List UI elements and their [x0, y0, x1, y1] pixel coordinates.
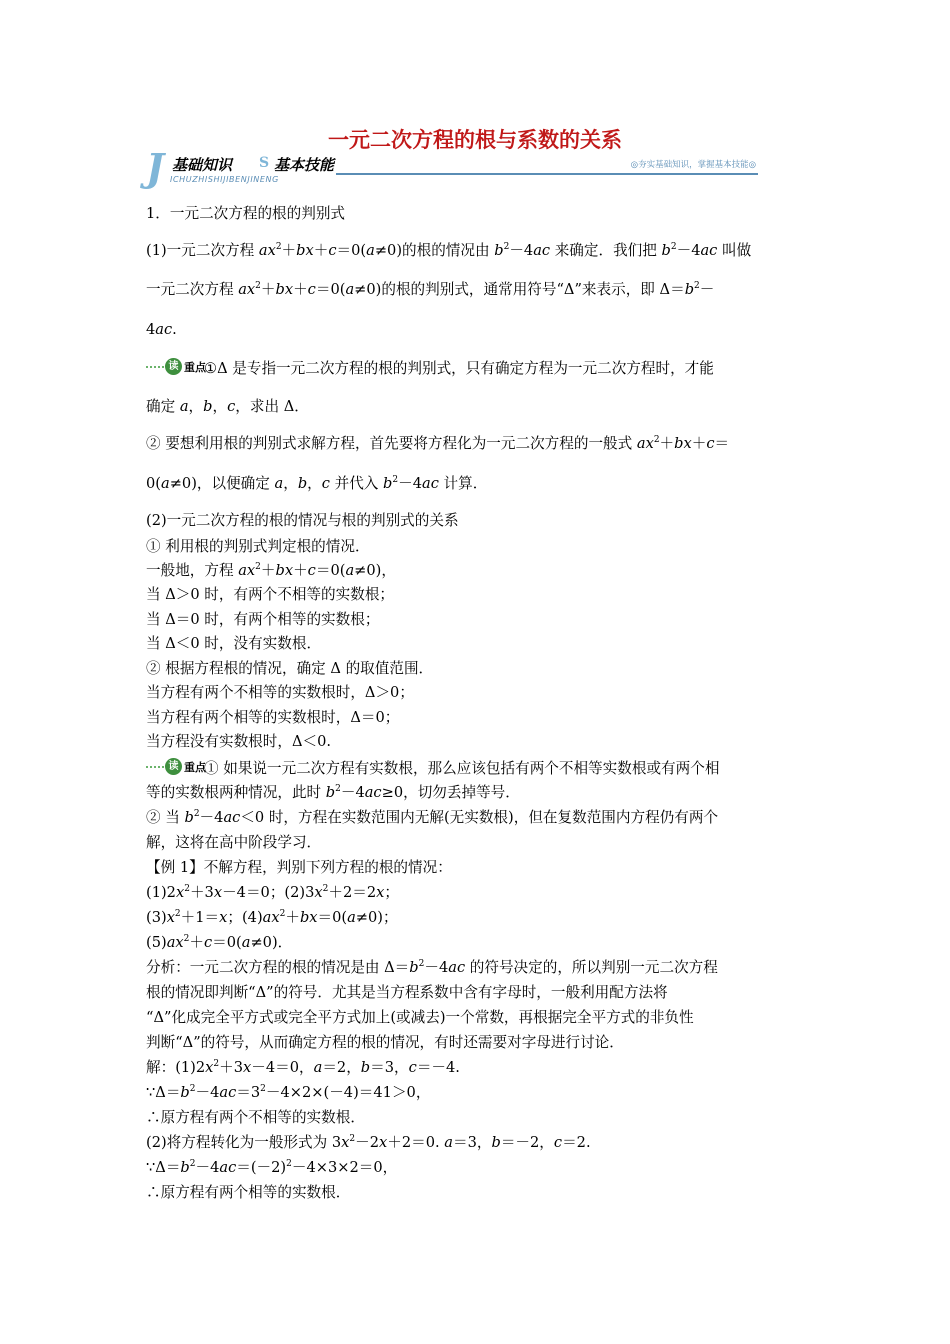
paragraph-line: 判断“Δ”的符号，从而确定方程的根的情况，有时还需要对字母进行讨论．: [146, 1034, 624, 1051]
banner-letter: J: [146, 145, 164, 190]
paragraph-line: 4ac.: [146, 321, 177, 338]
paragraph-line: (2)将方程转化为一般形式为 $3x^2-2x+2=0$. a＝3，b＝－2，c＝2.: [146, 1134, 591, 1151]
paragraph-line: 确定 a，b，c，求出 Δ．: [146, 398, 309, 415]
paragraph-line: 根的情况即判断“Δ”的符号．尤其是当方程系数中含有字母时，一般利用配方法将: [146, 984, 668, 1001]
example-heading: 【例 1】不解方程，判别下列方程的根的情况：: [146, 859, 452, 876]
paragraph-line: 解：$(1)2x^2+3x-4=0$，a＝2，b＝3，c＝－4.: [146, 1059, 460, 1076]
page-title: 一元二次方程的根与系数的关系: [328, 128, 622, 152]
paragraph-line: 分析：一元二次方程的根的情况是由 $\Delta=b^2-4ac$ 的符号决定的，所以判别一元二次方程: [146, 959, 718, 976]
paragraph-line: 当方程没有实数根时，Δ＜0.: [146, 733, 331, 750]
key-point-line: 读 重点 ① 如果说一元二次方程有实数根，那么应该包括有两个不相等实数根或有两个相: [146, 758, 719, 779]
subsection-heading: (2)一元二次方程的根的情况与根的判别式的关系: [146, 512, 459, 529]
paragraph-line: $(5)ax^2+c=0(a\ne 0)$．: [146, 934, 293, 951]
paragraph-line: ∴原方程有两个相等的实数根．: [146, 1184, 351, 1201]
key-point-badge: [146, 758, 204, 776]
paragraph-line: 一般地，方程 $ax^2+bx+c=0(a\ne 0)$，: [146, 562, 396, 579]
paragraph-line: (1)一元二次方程 $ax^2+bx+c=0(a\ne 0)$的根的情况由 $b^2-4ac$ 来确定．我们把 $b^2-4ac$ 叫做: [146, 242, 752, 259]
paragraph-line: $(1)2x^2+3x-4=0$；$(2)3x^2+2=2x$；: [146, 884, 399, 901]
key-point-label: 重点: [184, 361, 206, 374]
section-heading: 1．一元二次方程的根的判别式: [146, 205, 346, 222]
section-banner: [146, 145, 758, 190]
paragraph-line: $\because\Delta=b^2-4ac=3^2-4\times 2\times(-4)=41>0$，: [146, 1084, 431, 1101]
key-point-label: 重点: [184, 761, 206, 774]
key-point-line: 读 重点 ①Δ 是专指一元二次方程的根的判别式，只有确定方程为一元二次方程时，才能: [146, 358, 714, 379]
read-icon: 读: [165, 358, 182, 375]
paragraph-line: 当方程有两个不相等的实数根时，Δ＞0；: [146, 684, 414, 701]
paragraph-line: ② 要想利用根的判别式求解方程，首先要将方程化为一元二次方程的一般式 $ax^2+bx+c=$: [146, 435, 730, 452]
paragraph-line: 解，这将在高中阶段学习．: [146, 834, 322, 851]
paragraph-line: 一元二次方程 $ax^2+bx+c=0(a\ne 0)$的根的判别式，通常用符号“Δ”来表示，即 $\Delta=b^2-$: [146, 281, 715, 298]
paragraph-line: $(3)x^2+1=x$；$(4)ax^2+bx=0(a\ne 0)$；: [146, 909, 398, 926]
banner-label-basic-knowledge: 基础知识: [172, 156, 233, 174]
banner-note: ◎夯实基础知识，掌握基本技能◎: [630, 160, 756, 170]
paragraph-line: 等的实数根两种情况，此时 $b^2-4ac\ge 0$，切勿丢掉等号．: [146, 784, 520, 801]
read-icon: 读: [165, 758, 182, 775]
paragraph-line: 当 Δ＝0 时，有两个相等的实数根；: [146, 611, 380, 628]
paragraph-line: 当 Δ＜0 时，没有实数根．: [146, 635, 322, 652]
paragraph-line: 当 Δ＞0 时，有两个不相等的实数根；: [146, 586, 395, 603]
paragraph-line: ② 当 $b^2-4ac<0$ 时，方程在实数范围内无解(无实数根)，但在复数范围内方程仍有两个: [146, 809, 719, 826]
key-point-badge: [146, 358, 204, 376]
paragraph-line: ① 利用根的判别式判定根的情况．: [146, 538, 370, 555]
paragraph-line: 0(a≠0)，以便确定 a，b，c 并代入 $b^2-4ac$ 计算．: [146, 475, 488, 492]
banner-separator: S: [259, 155, 270, 171]
paragraph-line: $\because\Delta=b^2-4ac=(-2)^2-4\times 3\times 2=0$，: [146, 1159, 398, 1176]
banner-rule: [336, 173, 758, 175]
paragraph-line: ∴原方程有两个不相等的实数根．: [146, 1109, 365, 1126]
banner-label-basic-skills: 基本技能: [274, 156, 335, 174]
paragraph-line: “Δ”化成完全平方式或完全平方式加上(或减去)一个常数，再根据完全平方式的非负性: [146, 1009, 694, 1026]
paragraph-line: ② 根据方程根的情况，确定 Δ 的取值范围．: [146, 660, 434, 677]
paragraph-line: 当方程有两个相等的实数根时，Δ＝0；: [146, 709, 400, 726]
banner-pinyin: ICHUZHISHIJIBENJINENG: [170, 175, 279, 184]
